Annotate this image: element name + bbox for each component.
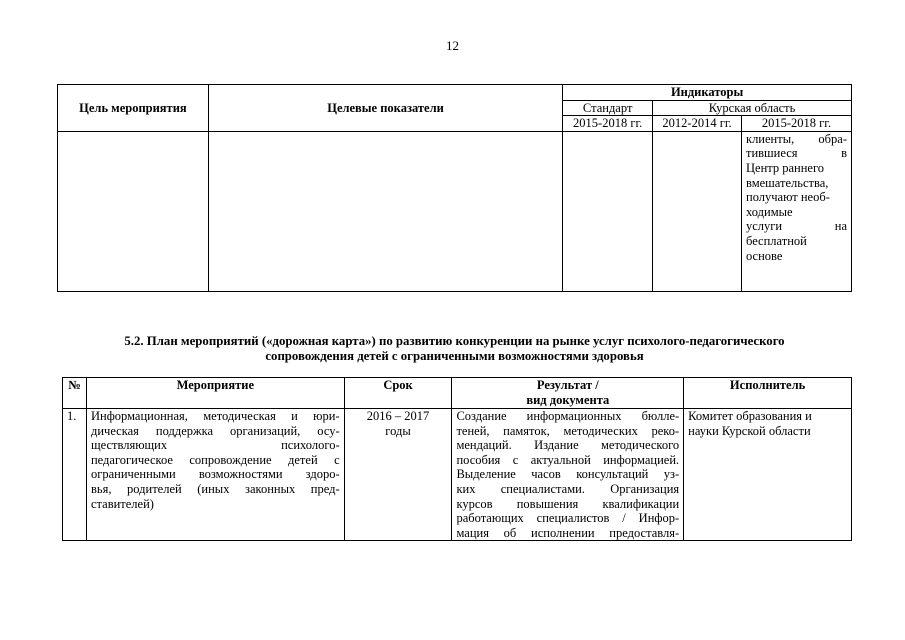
row-num: 1.	[63, 409, 87, 541]
standard-cell	[563, 131, 653, 291]
col-executor-header: Исполнитель	[684, 378, 852, 409]
targets-cell	[208, 131, 562, 291]
row-activity	[86, 409, 344, 541]
cell-line: тившиеся в	[746, 146, 847, 161]
table-row	[63, 409, 852, 541]
row-executor	[684, 409, 852, 541]
kursk-2015-cell	[742, 131, 852, 291]
result-header-line2: вид документа	[526, 392, 610, 407]
cell-line: основе	[746, 248, 783, 263]
col-kursk-header: Курская область	[653, 100, 852, 116]
cell-line: вмешательства,	[746, 175, 829, 190]
activity-line: вья, родителей (иных законных пред-	[90, 481, 340, 496]
executor-line: науки Курской области	[688, 423, 811, 438]
result-line: Выделение часов консультаций уз-	[456, 467, 680, 482]
kursk-2012-cell	[653, 131, 742, 291]
result-line: курсов повышения квалификации	[456, 496, 680, 511]
goal-cell	[58, 131, 209, 291]
plan-table	[62, 377, 852, 541]
col-targets-header: Целевые показатели	[208, 85, 562, 132]
col-kursk-period2: 2015-2018 гг.	[742, 116, 852, 132]
term-line2: годы	[385, 423, 411, 438]
col-standard-header: Стандарт	[563, 100, 653, 116]
cell-line: Центр раннего	[746, 160, 825, 175]
result-line: ких специалистами. Организация	[456, 481, 680, 496]
activity-line: Информационная, методическая и юри-	[90, 409, 340, 423]
row-term	[344, 409, 452, 541]
row-result	[452, 409, 684, 541]
term-line1: 2016 – 2017	[366, 409, 430, 423]
activity-line: дическая поддержка организаций, осу-	[90, 423, 340, 438]
col-term-header: Срок	[344, 378, 452, 409]
cell-line: услуги на	[746, 219, 847, 234]
col-indicators-header: Индикаторы	[563, 85, 852, 101]
cell-line: получают необ-	[746, 190, 830, 205]
activity-line: педагогическое сопровождение детей с	[90, 452, 340, 467]
cell-line: бесплатной	[746, 233, 807, 248]
cell-line: ходимые	[746, 204, 793, 219]
result-line: работающих специалистов / Инфор-	[456, 511, 680, 526]
result-line: мация об исполнении предоставля-	[456, 525, 680, 540]
col-activity-header: Мероприятие	[86, 378, 344, 409]
cell-line: клиенты, обра-	[746, 131, 847, 146]
col-result-header	[452, 378, 684, 409]
activity-line: ществляющих психолого-	[90, 438, 340, 453]
col-num-header: №	[63, 378, 87, 409]
result-header-line1: Результат /	[536, 378, 599, 392]
activity-line: ограниченными возможностями здоро-	[90, 467, 340, 482]
result-line: Создание информационных бюлле-	[456, 409, 680, 423]
result-line: теней, памяток, методических реко-	[456, 423, 680, 438]
col-goal-header: Цель мероприятия	[58, 85, 209, 132]
section-title-line2: сопровождения детей с ограниченными возможностями здоровья	[265, 349, 644, 363]
indicators-table	[57, 84, 852, 292]
result-line: пособия с актуальной информацией.	[456, 452, 680, 467]
section-title	[57, 334, 852, 364]
page-number: 12	[446, 38, 459, 53]
col-kursk-period1: 2012-2014 гг.	[653, 116, 742, 132]
result-line: мендаций. Издание методического	[456, 438, 680, 453]
executor-line: Комитет образования и	[688, 409, 812, 423]
activity-line: ставителей)	[90, 496, 154, 511]
col-std-period: 2015-2018 гг.	[563, 116, 653, 132]
section-title-line1: 5.2. План мероприятий («дорожная карта») по развитию конкуренции на рынке услуг психолого-педагогического	[124, 334, 785, 348]
